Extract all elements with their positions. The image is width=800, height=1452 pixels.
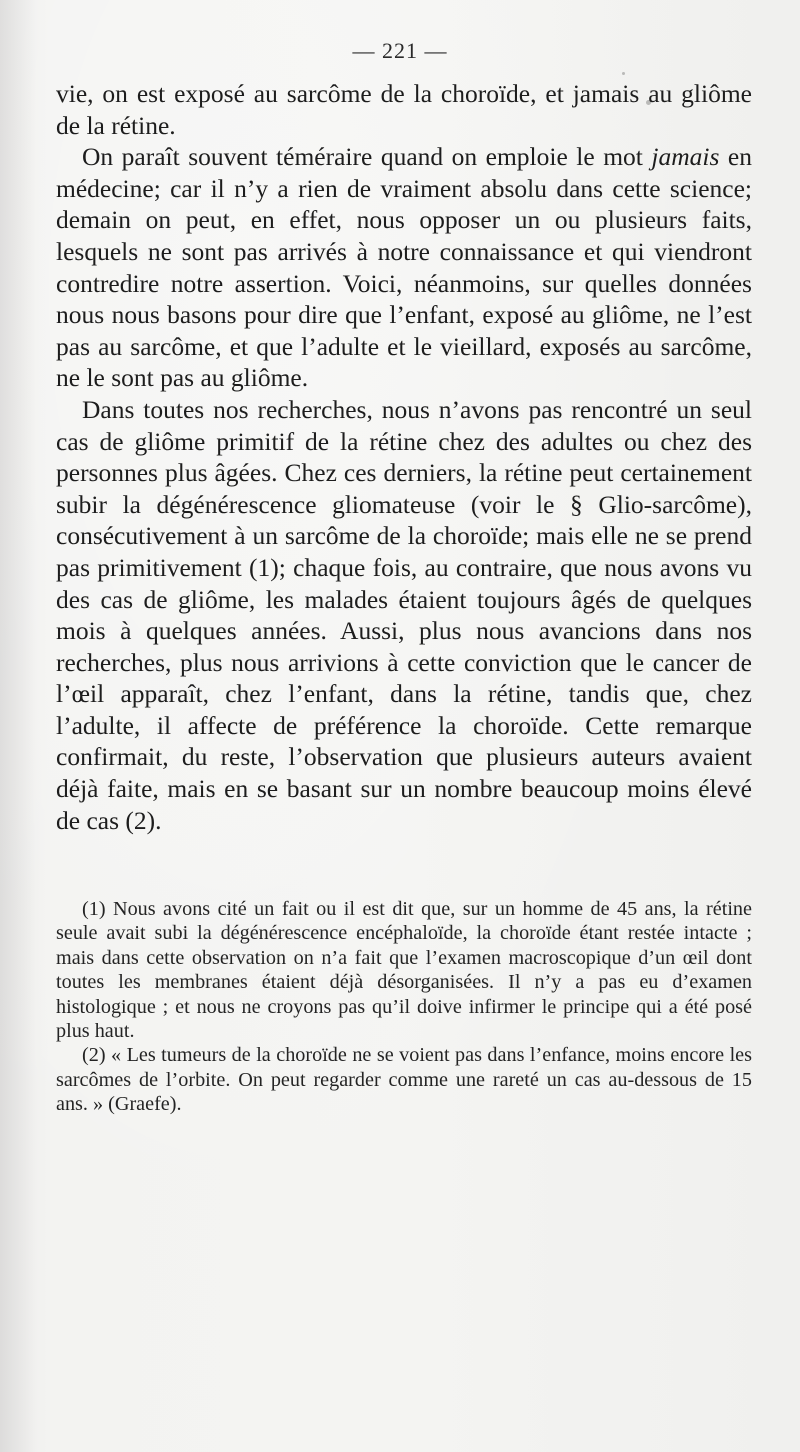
paragraph-text-start: On paraît souvent téméraire quand on emploie le mot xyxy=(82,142,652,172)
footnote-1: (1) Nous avons cité un fait ou il est dit que, sur un homme de 45 ans, la rétine seule avait subi la dégénérescence encéphaloïde, la choroïde étant restée intacte ; mais dans cette observation on n’a fait que l’examen macroscopique d’un œil dont toutes les membranes étaient déjà désorganisées. Il n’y a pas eu d’examen histologique ; et nous ne croyons pas qu’il doive infirmer le principe qui a été posé plus haut. xyxy=(56,898,752,1043)
footnote-2: (2) « Les tumeurs de la choroïde ne se voient pas dans l’enfance, moins encore les sarcômes de l’orbite. On peut regarder comme une rareté un cas au-dessous de 15 ans. » (Graefe). xyxy=(56,1044,752,1116)
footnotes xyxy=(56,897,752,1117)
paragraph-continuation: vie, on est exposé au sarcôme de la choroïde, et jamais au gliôme de la rétine. xyxy=(56,79,752,140)
paragraph-text-end: en médecine; car il n’y a rien de vraiment absolu dans cette science; demain on peut, en effet, nous opposer un ou plusieurs faits, lesquels ne sont pas arrivés à notre connaissance et qui viendront contredire notre assertion. Voici, néanmoins, sur quelles données nous nous basons pour dire que l’enfant, exposé au gliôme, ne l’est pas au sarcôme, et que l’adulte et le vieillard, exposés au sarcôme, ne le sont pas au gliôme. xyxy=(56,142,752,393)
emphasized-word: jamais xyxy=(651,142,720,172)
paper-speck xyxy=(646,100,651,105)
page-number: — 221 — xyxy=(352,38,448,63)
page-binding-shadow xyxy=(0,0,36,1452)
main-text xyxy=(56,78,752,836)
paragraph-jamais xyxy=(56,141,752,394)
paragraph-recherches: Dans toutes nos recherches, nous n’avons pas rencontré un seul cas de gliôme primitif de la rétine chez des adultes ou chez des personnes plus âgées. Chez ces derniers, la rétine peut certainement subir la dégénérescence gliomateuse (voir le § Glio-sarcôme), consécutivement à un sarcôme de la choroïde; mais elle ne se prend pas primitivement (1); chaque fois, au contraire, que nous avons vu des cas de gliôme, les malades étaient toujours âgés de quelques mois à quelques années. Aussi, plus nous avancions dans nos recherches, plus nous arrivions à cette conviction que le cancer de l’œil apparaît, chez l’enfant, dans la rétine, tandis que, chez l’adulte, il affecte de préférence la choroïde. Cette remarque confirmait, du reste, l’observation que plusieurs auteurs avaient déjà faite, mais en se basant sur un nombre beaucoup moins élevé de cas (2). xyxy=(56,394,752,835)
paper-speck xyxy=(622,72,625,75)
